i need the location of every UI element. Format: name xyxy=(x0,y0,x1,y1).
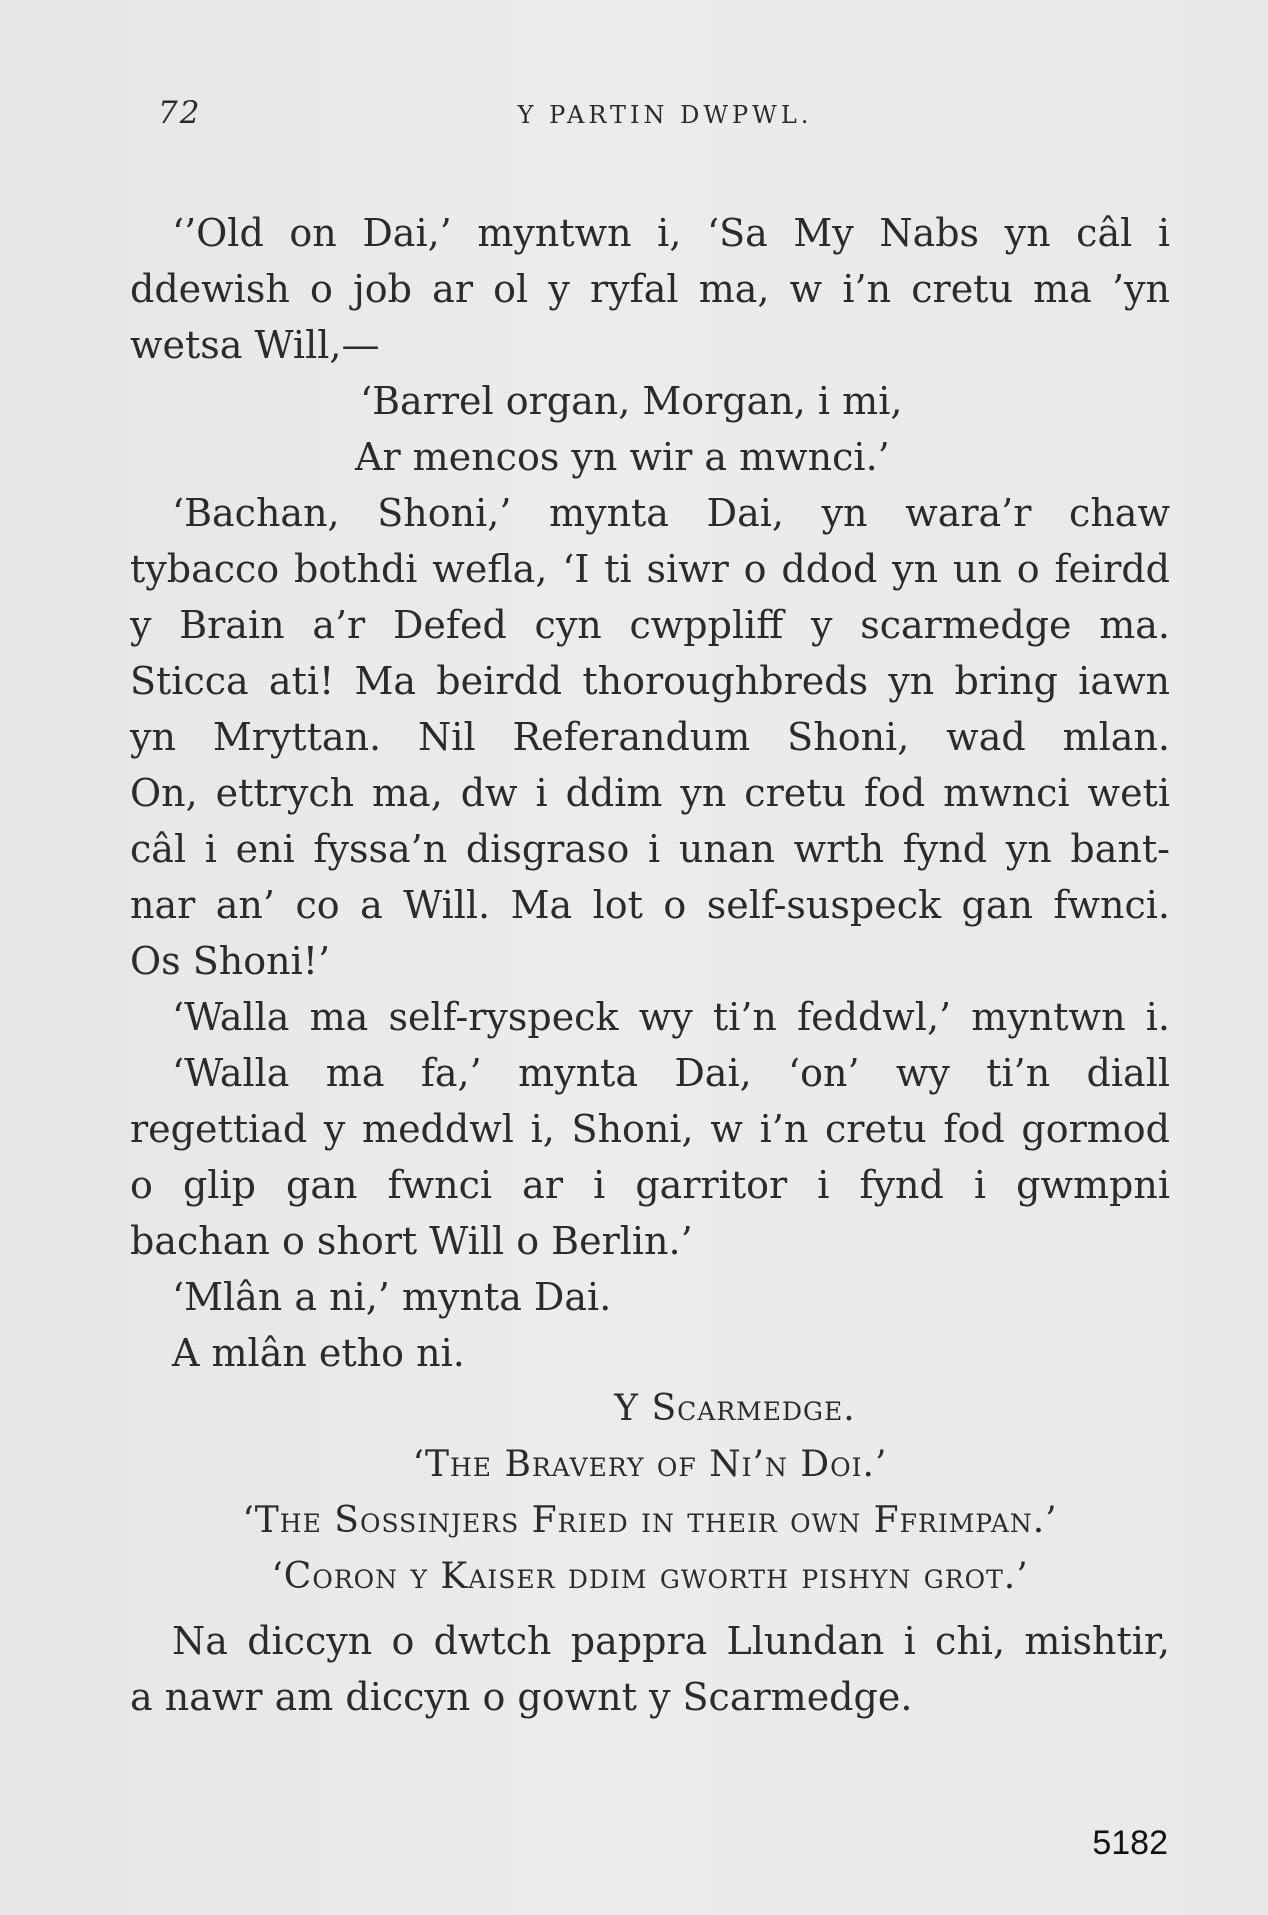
verse-line: Ar mencos yn wir a mwnci.’ xyxy=(355,435,890,479)
text-line: ‘’Old on Dai,’ myntwn i, ‘Sa My Nabs yn câl i xyxy=(172,211,1170,255)
section-subheading: ‘The Bravery of Ni’n Doi.’ xyxy=(412,1444,888,1485)
text-line: nar an’ co a Will. Ma lot o self-suspeck gan fwnci. xyxy=(130,883,1170,927)
text-line: Na diccyn o dwtch pappra Llundan i chi, mishtir, xyxy=(172,1619,1170,1663)
body-text xyxy=(130,205,1170,1725)
text-line: On, ettrych ma, dw i ddim yn cretu fod mwnci weti xyxy=(130,771,1170,815)
text-line: ‘Walla ma fa,’ mynta Dai, ‘on’ wy ti’n diall xyxy=(172,1051,1170,1095)
text-line: ‘Walla ma self-ryspeck wy ti’n feddwl,’ myntwn i. xyxy=(172,995,1170,1039)
page-number: 72 xyxy=(158,95,202,131)
text-line: wetsa Will,— xyxy=(130,323,380,367)
text-line: a nawr am diccyn o gownt y Scarmedge. xyxy=(130,1675,913,1719)
text-line: ddewish o job ar ol y ryfal ma, w i’n cretu ma ’yn xyxy=(130,267,1170,311)
text-line: Sticca ati! Ma beirdd thoroughbreds yn bring iawn xyxy=(130,659,1170,703)
text-line: y Brain a’r Defed cyn cwppliff y scarmedge ma. xyxy=(130,603,1170,647)
text-line: ‘Mlân a ni,’ mynta Dai. xyxy=(172,1275,612,1319)
text-line: regettiad y meddwl i, Shoni, w i’n cretu fod gormod xyxy=(130,1107,1170,1151)
text-line: A mlân etho ni. xyxy=(172,1331,465,1375)
page-header xyxy=(150,95,1180,135)
text-line: bachan o short Will o Berlin.’ xyxy=(130,1219,693,1263)
text-line: Os Shoni!’ xyxy=(130,939,331,983)
text-line: câl i eni fyssa’n disgraso i unan wrth fynd yn bant- xyxy=(130,827,1170,871)
section-subheading: ‘Coron y Kaiser ddim gworth pishyn grot.’ xyxy=(271,1556,1029,1597)
running-title: Y PARTIN DWPWL. xyxy=(517,101,813,129)
text-line: ‘Bachan, Shoni,’ mynta Dai, yn wara’r chaw xyxy=(172,491,1170,535)
catalog-number: 5182 xyxy=(1092,1824,1168,1862)
text-line: o glip gan fwnci ar i garritor i fynd i gwmpni xyxy=(130,1163,1170,1207)
verse-line: ‘Barrel organ, Morgan, i mi, xyxy=(360,379,903,423)
section-subheading: ‘The Sossinjers Fried in their own Ffrimpan.’ xyxy=(242,1500,1058,1541)
section-heading: Y Scarmedge. xyxy=(614,1388,856,1429)
text-line: tybacco bothdi wefla, ‘I ti siwr o ddod yn un o feirdd xyxy=(130,547,1170,591)
text-line: yn Mryttan. Nil Referandum Shoni, wad mlan. xyxy=(130,715,1170,759)
